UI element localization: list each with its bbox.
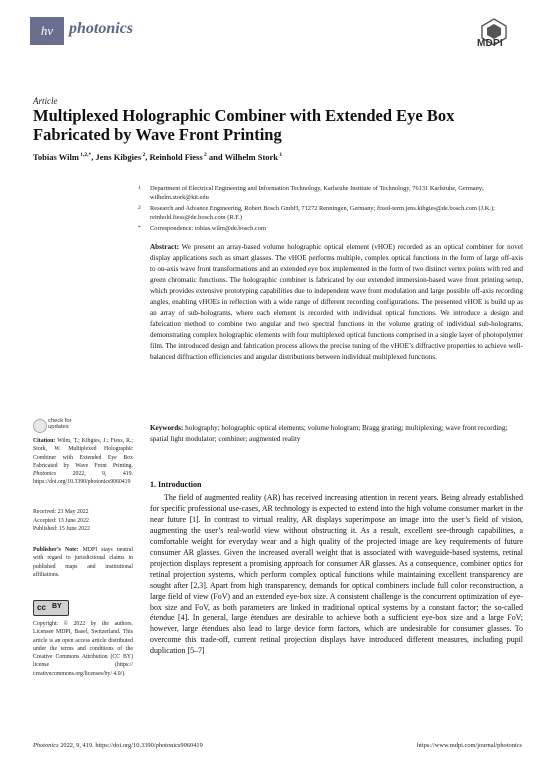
updates-icon [33, 419, 47, 433]
footer-url[interactable]: https://www.mdpi.com/journal/photonics [416, 742, 522, 749]
affiliation-mark: 1 [138, 185, 141, 191]
intro-paragraph: The field of augmented reality (AR) has received increasing attention in recent years. Being already established for specific professional use-cases, AR technology is expected to extend into the high volume consumer market in the near future [1]. In contrast to virtual reality, AR displays superimpose an image into the user’s field of vision, augmenting the user’s real-world view without obstructing it. As a result, excellent see-through capabilities, a comfortable weight for everyday wear and a high quality of the projected image are key requirements of future consumer AR glasses. Given the increased overall weight that is associated with waveguide-based systems, retinal projection displays represent a promising approach for consumer AR glasses. As a consequence, combiner optics for retinal projection systems, which perform complex optical functions while maintaining excellent transparency are sought after [2,3]. Apart from high transparency, demands for optical combiners include full color reconstruction, a large field of view (FoV) and an extended eye-box size. A consistent challenge is the concurrent optimization of eye-box size and FoV, as both parameters are linked in traditional optical systems by a constant factor; the so-called étendue [4]. In general, large étendues are desirable to achieve both a sufficient eye-box size and a large FoV; however, large étendues also lead to large device form factors, which are undesirable for consumer glasses. To overcome this trade-off, current retinal projection displays have introduced different measures, including pupil duplication [5–7] [150, 493, 523, 656]
section-heading: 1. Introduction [150, 480, 202, 489]
affiliation-text: Department of Electrical Engineering and Information Technology, Karlsruhe Institute of Technology, 76131 Karlsruhe, Germany; wilhelm.stork@kit.edu [150, 185, 484, 202]
author-affiliation-mark: 1 [278, 152, 283, 159]
keywords-label: Keywords: [150, 424, 184, 432]
cc-icon: cc [37, 603, 46, 612]
author-affiliation-mark: 2 [202, 152, 207, 159]
author-name[interactable]: Jens Kibgies [95, 152, 142, 162]
cc-license-badge[interactable] [33, 600, 69, 616]
author-list: Tobias Wilm $^{1,2,*}$, Jens Kibgies $^2$, Reinhold Fiess $^2$ and Wilhelm Stork $^1$ [33, 152, 283, 162]
affiliation-1 [138, 184, 522, 203]
abstract-label: Abstract: [150, 243, 179, 251]
accepted-date: Accepted: 13 June 2022 [33, 517, 89, 524]
footer-citation [33, 742, 203, 749]
updates-text: check for updates [48, 418, 72, 431]
footer-details: 2022, 9, 419. https://doi.org/10.3390/photonics9060419 [60, 742, 203, 749]
note-text: MDPI stays neutral with regard to jurisdictional claims in published maps and institutional affiliations. [33, 547, 133, 578]
affiliation-mark: 2 [138, 205, 141, 211]
publisher-name: MDPI [477, 38, 503, 49]
mdpi-logo[interactable] [471, 18, 517, 50]
footer-journal: Photonics [33, 742, 59, 749]
journal-name[interactable]: photonics [69, 20, 134, 37]
copyright: Copyright: © 2022 by the authors. Licensee MDPI, Basel, Switzerland. This article is an open access article distributed under the terms and conditions of the Creative Commons Attribution (CC BY) license (https:// creativecommons.org/licenses/by/ 4.0/). [33, 621, 133, 677]
citation [33, 437, 133, 487]
author-affiliation-mark: 1,2,* [78, 152, 92, 159]
correspondence-text: Correspondence: tobias.wilm@de.bosch.com [150, 225, 266, 232]
author-name[interactable]: Tobias Wilm [33, 152, 79, 162]
article-title: Multiplexed Holographic Combiner with Extended Eye Box Fabricated by Wave Front Printing [33, 106, 455, 144]
received-date: Received: 23 May 2022 [33, 509, 89, 515]
abstract-text: We present an array-based volume holographic optical element (vHOE) recorded as an optical combiner for novel display applications such as smart glasses. The vHOE performs multiple, complex optical functions in the form of large off-axis to on-axis wave front transformations and an extended eye box implemented in the form of two distinct vertex points with red and green chromatic functions. The holographic combiner is fabricated by our extended immersion-based wave front printing setup, which provides extensive prototyping capabilities due to independent wave front modulation and large possible off-axis recording angles, enabling vHOEs in reflection with a wide range of different recording configurations. The presented vHOE is build up as an array of sub-holograms, where each element is recorded with individual optical functions. We introduce a design and fabrication method to combine two angular and two spectral functions in the volume grating of individual sub-holograms, demonstrating complex holographic elements with four multiplexed optical functions comprised in a single layer of photopolymer film. The introduced design and fabrication process allows the precise tuning of the vHOE’s diffractive properties to achieve well-balanced diffraction efficiencies and angular distributions between individual multiplexed functions. [150, 243, 524, 361]
check-for-updates-badge[interactable] [33, 418, 93, 432]
keywords-text: holography; holographic optical elements; volume hologram; Bragg grating; multiplexing; wave front recording; spatial light modulator; combiner; augmented reality [150, 424, 508, 443]
note-label: Publisher’s Note: [33, 547, 79, 553]
correspondence [138, 224, 522, 233]
published-date: Published: 15 June 2022 [33, 526, 90, 532]
abstract [150, 242, 523, 362]
affiliation-2 [138, 204, 522, 223]
affiliation-text: Research and Advance Engineering, Robert Bosch GmbH, 71272 Renningen, Germany; fixed-term.jens.kibgies@de.bosch.com (J.K.); reinhold.fiess@de.bosch.com (R.F.) [150, 205, 495, 222]
citation-details: 2022, 9, 419. https://doi.org/10.3390/photonics9060419 [33, 471, 134, 486]
author-name[interactable]: Reinhold Fiess [149, 152, 203, 162]
keywords [150, 423, 523, 445]
citation-journal: Photonics [33, 471, 57, 478]
author-affiliation-mark: 2 [141, 152, 146, 159]
article-type: Article [33, 96, 58, 106]
author-name[interactable]: Wilhelm Stork [224, 152, 279, 162]
affiliation-mark: * [138, 225, 141, 231]
journal-logo: hv [30, 17, 64, 45]
citation-text: Wilm, T.; Kibgies, J.; Fiess, R.; Stork, W. Multiplexed Holographic Combiner with Extended Eye Box Fabricated by Wave Front Printing. [33, 438, 133, 469]
by-icon: BY [52, 603, 62, 610]
publisher-note [33, 546, 133, 579]
citation-label: Citation: [33, 438, 56, 444]
